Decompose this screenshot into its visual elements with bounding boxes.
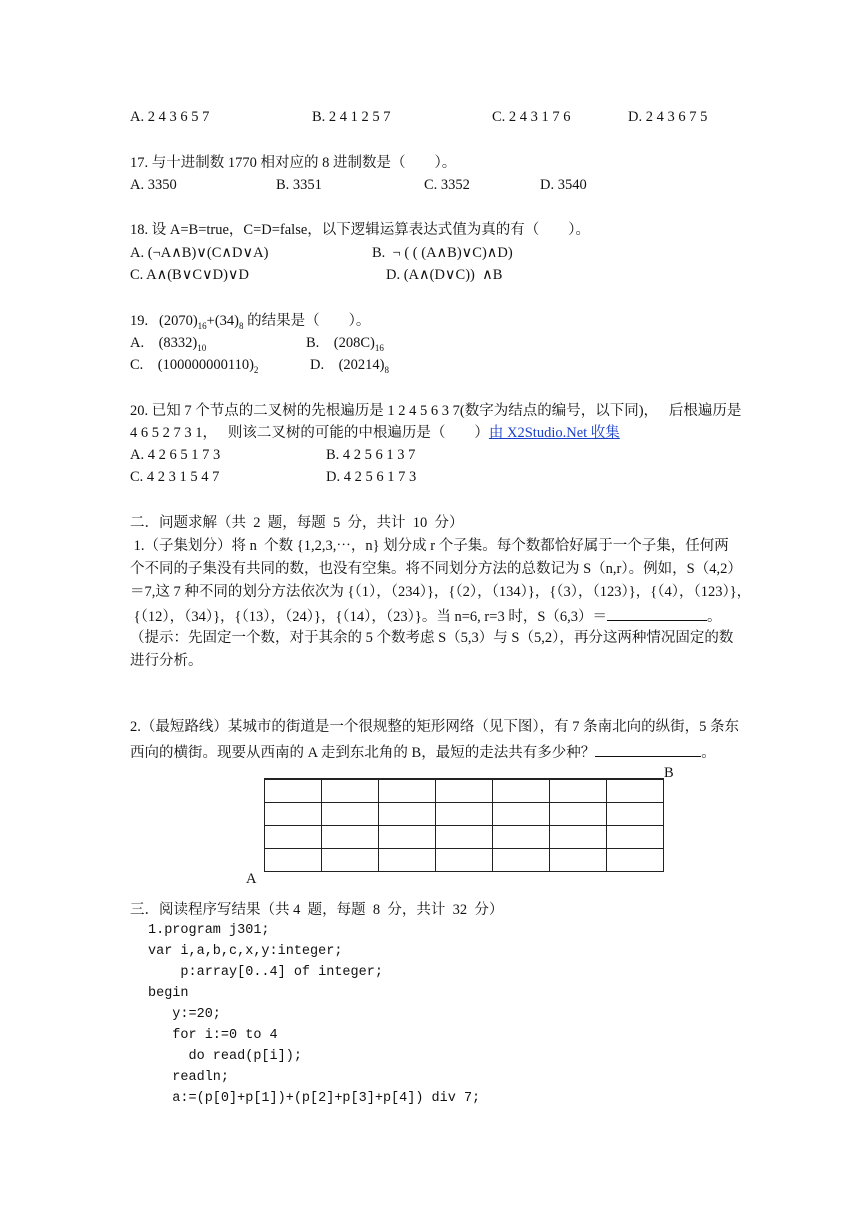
code-line-3: p:array[0..4] of integer; — [148, 965, 383, 980]
q20-option-c: C. 4 2 3 1 5 4 7 — [130, 469, 220, 485]
s2-p1-line4-end: 。 — [707, 609, 722, 625]
s2-p1-line6: 进行分析。 — [130, 653, 203, 669]
q19-option-b — [306, 334, 384, 357]
q20-stem-line2-text: 4 6 5 2 7 3 1， 则该二叉树的可能的中根遍历是（ ） — [130, 425, 489, 441]
q17-option-c: C. 3352 — [424, 177, 470, 193]
q16-option-b: B. 2 4 1 2 5 7 — [312, 109, 391, 125]
q19-stem-sub1: 16 — [197, 320, 207, 331]
q19-stem — [130, 312, 370, 335]
street-grid — [264, 779, 664, 872]
q19-option-a — [130, 334, 206, 357]
q19-stem-part3: 的结果是（ ）。 — [243, 313, 371, 329]
q18-option-b: B. ¬ ( ( (A∧B)∨C)∧D) — [372, 245, 513, 261]
q19-option-d-base: 8 — [384, 364, 390, 375]
q19-option-c-value: C. (100000000110) — [130, 357, 254, 373]
s2-p1-line4 — [130, 606, 722, 626]
q17-option-a: A. 3350 — [130, 177, 177, 193]
q17-option-b: B. 3351 — [276, 177, 322, 193]
q19-option-c-base: 2 — [253, 364, 259, 375]
s2-p1-line5: （提示：先固定一个数，对于其余的 5 个数考虑 S（5,3）与 S（5,2），再分这两种情况固定的数 — [130, 630, 734, 646]
q16-option-c: C. 2 4 3 1 7 6 — [492, 109, 571, 125]
code-line-7: do read(p[i]); — [148, 1049, 302, 1064]
code-line-8: readln; — [148, 1070, 230, 1085]
q19-stem-part2: +(34) — [206, 313, 240, 329]
code-line-9: a:=(p[0]+p[1])+(p[2]+p[3]+p[4]) div 7; — [148, 1091, 481, 1106]
code-line-4: begin — [148, 986, 189, 1001]
q17-stem: 17. 与十进制数 1770 相对应的 8 进制数是（ ）。 — [130, 155, 457, 171]
q18-stem: 18. 设 A=B=true，C=D=false，以下逻辑运算表达式值为真的有（ ）。 — [130, 222, 591, 238]
q18-option-c: C. A∧(B∨C∨D)∨D — [130, 267, 249, 283]
code-line-1: 1.program j301; — [148, 923, 270, 938]
s2-p1-line4-text: {（12），（34）}，{（13），（24）}，{（14），（23）}。当 n=6, r=3 时，S（6,3）＝ — [130, 609, 608, 625]
q16-option-d: D. 2 4 3 6 7 5 — [628, 109, 708, 125]
q20-stem-line1: 20. 已知 7 个节点的二叉树的先根遍历是 1 2 4 5 6 3 7(数字为结点的编号，以下同)， 后根遍历是 — [130, 403, 742, 419]
q16-option-a: A. 2 4 3 6 5 7 — [130, 109, 210, 125]
section3-title: 三．阅读程序写结果（共 4 题，每题 8 分，共计 32 分） — [130, 902, 504, 918]
s2-p2-line2 — [130, 742, 716, 762]
s2-p2-line2-end: 。 — [701, 745, 716, 761]
code-line-6: for i:=0 to 4 — [148, 1028, 278, 1043]
q19-option-b-value: B. (208C) — [306, 335, 375, 351]
q19-option-c — [130, 356, 258, 379]
q19-option-d-value: D. (20214) — [310, 357, 385, 373]
s2-p1-line1: 1.（子集划分）将 n 个数 {1,2,3,⋯，n} 划分成 r 个子集。每个数都恰好属于一个子集，任何两 — [130, 538, 729, 554]
code-line-2: var i,a,b,c,x,y:integer; — [148, 944, 343, 959]
answer-blank-1[interactable] — [607, 606, 707, 621]
q19-option-b-base: 16 — [374, 342, 384, 353]
q17-option-d: D. 3540 — [540, 177, 587, 193]
s2-p1-line3: ＝7,这 7 种不同的划分方法依次为 {（1），（234）}，{（2），（134）}，{（3），（123）}，{（4），（123）}， — [130, 584, 752, 600]
point-a-label: A — [246, 871, 257, 887]
point-b-label: B — [664, 765, 674, 781]
s2-p1-line2: 个不同的子集没有共同的数，也没有空集。将不同划分方法的总数记为 S（n,r）。例如，S（4,2） — [130, 561, 742, 577]
s2-p2-line2-text: 西向的横街。现要从西南的 A 走到东北角的 B，最短的走法共有多少种？ — [130, 745, 596, 761]
q18-option-a: A. (¬A∧B)∨(C∧D∨A) — [130, 245, 269, 261]
q19-stem-part1: 19. (2070) — [130, 313, 198, 329]
source-link[interactable]: 由 X2Studio.Net 收集 — [488, 425, 620, 441]
code-line-5: y:=20; — [148, 1007, 221, 1022]
q20-option-b: B. 4 2 5 6 1 3 7 — [326, 447, 416, 463]
q19-option-a-value: A. (8332) — [130, 335, 198, 351]
q20-option-d: D. 4 2 5 6 1 7 3 — [326, 469, 417, 485]
q20-stem-line2 — [130, 424, 620, 442]
answer-blank-2[interactable] — [595, 742, 701, 757]
q20-option-a: A. 4 2 6 5 1 7 3 — [130, 447, 221, 463]
q19-stem-sub2: 8 — [239, 320, 244, 331]
q19-option-d — [310, 356, 389, 379]
q18-option-d: D. (A∧(D∨C)) ∧B — [386, 267, 503, 283]
section2-title: 二．问题求解（共 2 题，每题 5 分，共计 10 分） — [130, 515, 464, 531]
s2-p2-line1: 2.（最短路线）某城市的街道是一个很规整的矩形网络（见下图），有 7 条南北向的纵街，5 条东 — [130, 719, 739, 735]
q19-option-a-base: 10 — [197, 342, 207, 353]
